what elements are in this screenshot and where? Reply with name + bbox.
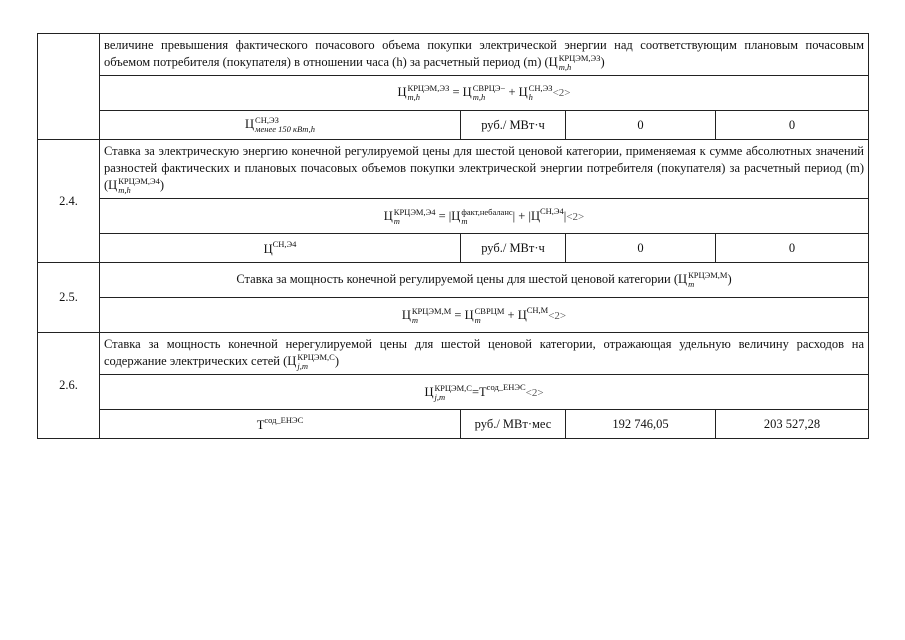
value-unit: руб./ МВт·ч: [461, 234, 566, 263]
table-row: [38, 333, 869, 375]
table-row: [38, 375, 869, 410]
table-row: [38, 410, 869, 439]
row-description: Ставка за мощность конечной регулируемой цены для шестой ценовой категории (Ц КРЦЭМ,М m ): [100, 263, 869, 298]
value-period-1: 0: [566, 111, 716, 140]
table-row: [38, 34, 869, 76]
table-row: [38, 140, 869, 199]
formula: Ц КРЦЭМ,ЭЗ m,h = Ц СВРЦЭ− m,h + Ц СН,ЭЗ h <2>: [100, 76, 869, 111]
tariff-table: [37, 33, 869, 439]
row-number: [38, 34, 100, 140]
table-row: [38, 298, 869, 333]
value-period-2: 0: [716, 234, 869, 263]
row-description: Ставка за электрическую энергию конечной регулируемой цены для шестой ценовой категории, применяемая к сумме абсолютных значений разностей фактических и плановых почасовых объемов покупки электрической энергии потребителя (покупателя) за расчетный период (m) (Ц КРЦЭМ,Э4 m,h ): [100, 140, 869, 199]
value-period-2: 0: [716, 111, 869, 140]
value-period-1: 0: [566, 234, 716, 263]
value-name: Ц СН,ЭЗ менее 150 кВт,h: [100, 111, 461, 140]
row-description: величине превышения фактического почасового объема покупки электрической энергии над соответствующим плановым почасовым объемом потребителя (покупателя) в отношении часа (h) за расчетный период (m) (Ц КРЦЭМ,ЭЗ m,h ): [100, 34, 869, 76]
formula: Ц КРЦЭМ,С j,m $=Т^{сод\_ЕНЭС}<2>$: [100, 375, 869, 410]
value-unit: руб./ МВт·мес: [461, 410, 566, 439]
value-period-2: 203 527,28: [716, 410, 869, 439]
row-description: Ставка за мощность конечной нерегулируемой цены для шестой ценовой категории, отражающая удельную величину расходов на содержание электрических сетей (Ц КРЦЭМ,С j,m ): [100, 333, 869, 375]
row-number: 2.6.: [38, 333, 100, 439]
row-number: 2.5.: [38, 263, 100, 333]
value-name: $Ц^{СН,Э4}$: [100, 234, 461, 263]
value-name: $Т^{сод\_ЕНЭС}$: [100, 410, 461, 439]
table-row: [38, 76, 869, 111]
table-row: [38, 111, 869, 140]
value-unit: руб./ МВт·ч: [461, 111, 566, 140]
formula: Ц КРЦЭМ,М m = Ц СВРЦМ m + $Ц^{СН,М}<2>$: [100, 298, 869, 333]
formula: Ц КРЦЭМ,Э4 m = |Ц факт,небаланс m | + $|Ц^{СН,Э4}|<2>$: [100, 199, 869, 234]
table-row: [38, 234, 869, 263]
row-number: 2.4.: [38, 140, 100, 263]
table-row: [38, 263, 869, 298]
table-row: [38, 199, 869, 234]
value-period-1: 192 746,05: [566, 410, 716, 439]
